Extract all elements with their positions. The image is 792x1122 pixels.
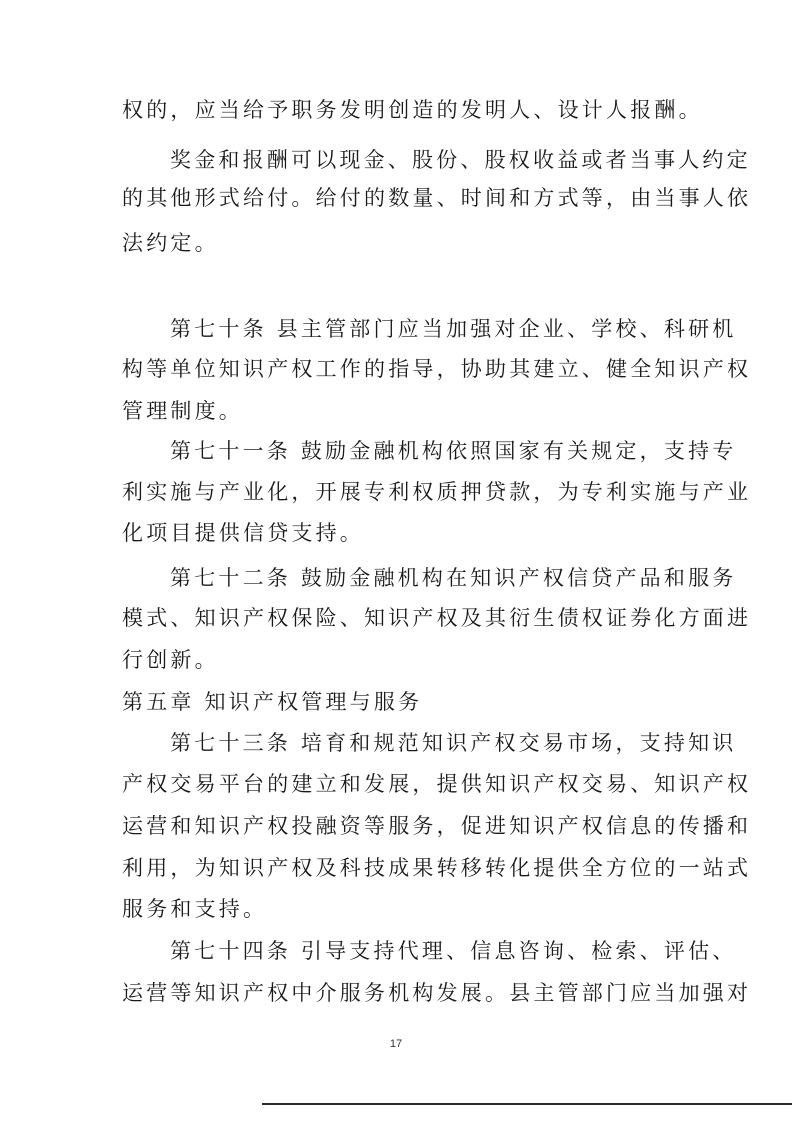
footer-rule (262, 1103, 792, 1105)
text-line: 构等单位知识产权工作的指导，协助其建立、健全知识产权 (122, 357, 752, 381)
article-74-heading: 第七十四条 引导支持代理、信息咨询、检索、评估、 (170, 939, 737, 963)
text-line: 服务和支持。 (122, 897, 268, 921)
article-72-heading: 第七十二条 鼓励金融机构在知识产权信贷产品和服务 (170, 566, 737, 590)
text-line: 产权交易平台的建立和发展，提供知识产权交易、知识产权 (122, 772, 752, 796)
text-line: 奖金和报酬可以现金、股份、股权收益或者当事人约定 (170, 148, 751, 172)
text-line: 法约定。 (122, 231, 219, 255)
text-line: 权的，应当给予职务发明创造的发明人、设计人报酬。 (122, 98, 703, 122)
text-line: 的其他形式给付。给付的数量、时间和方式等，由当事人依 (122, 186, 752, 210)
text-line: 运营和知识产权投融资等服务，促进知识产权信息的传播和 (122, 814, 752, 838)
text-line: 利实施与产业化，开展专利权质押贷款，为专利实施与产业 (122, 480, 752, 504)
text-line: 行创新。 (122, 648, 219, 672)
article-71-heading: 第七十一条 鼓励金融机构依照国家有关规定，支持专 (170, 439, 737, 463)
text-line: 利用，为知识产权及科技成果转移转化提供全方位的一站式 (122, 856, 752, 880)
text-line: 化项目提供信贷支持。 (122, 521, 364, 545)
text-line: 模式、知识产权保险、知识产权及其衍生债权证券化方面进 (122, 606, 752, 630)
chapter-5-heading: 第五章 知识产权管理与服务 (122, 690, 423, 714)
article-70-heading: 第七十条 县主管部门应当加强对企业、学校、科研机 (170, 317, 737, 341)
text-line: 运营等知识产权中介服务机构发展。县主管部门应当加强对 (122, 981, 752, 1005)
article-73-heading: 第七十三条 培育和规范知识产权交易市场，支持知识 (170, 731, 737, 755)
page-number: 17 (389, 1038, 403, 1050)
text-line: 管理制度。 (122, 399, 243, 423)
